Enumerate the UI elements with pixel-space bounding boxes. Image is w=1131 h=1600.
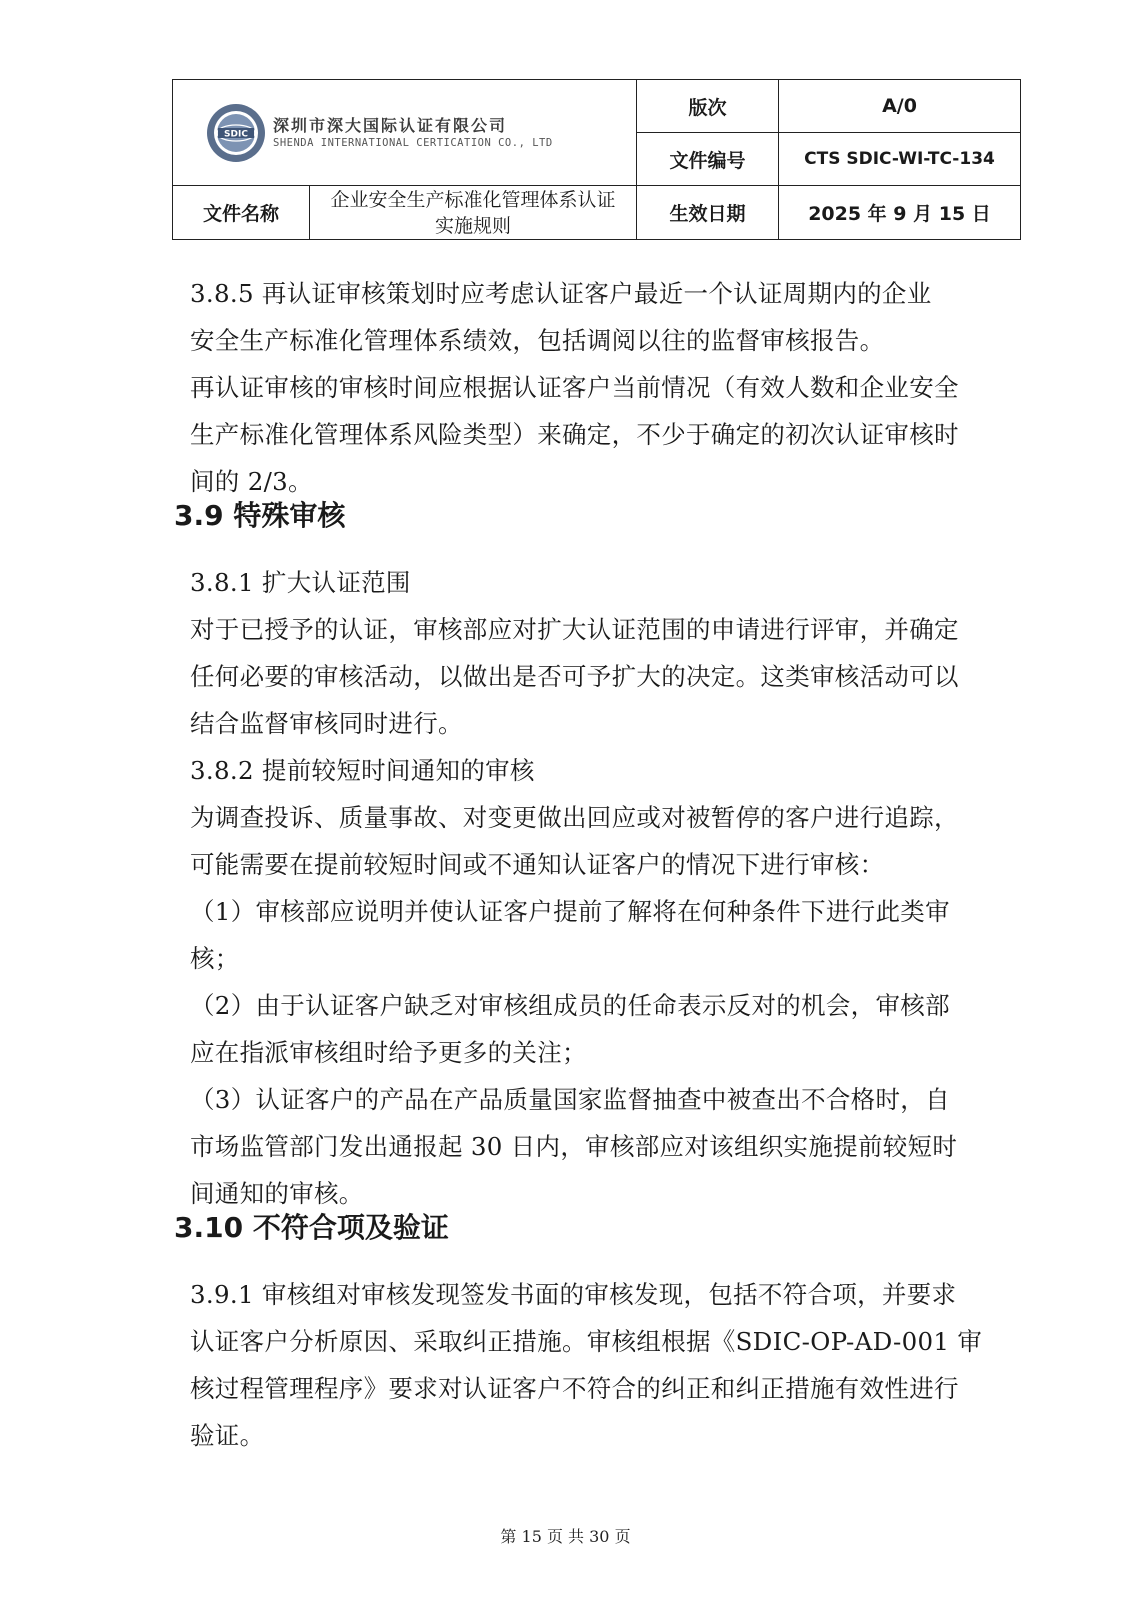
effective-date-value: 2025 年 9 月 15 日: [779, 186, 1021, 240]
list-item-3-cont: 间通知的审核。: [190, 1179, 364, 1208]
paragraph-line: 再认证审核的审核时间应根据认证客户当前情况（有效人数和企业安全: [190, 373, 959, 402]
paragraph-line: 认证客户分析原因、采取纠正措施。审核组根据《SDIC-OP-AD-001 审: [190, 1327, 983, 1356]
list-item-1: （1）审核部应说明并使认证客户提前了解将在何种条件下进行此类审: [190, 897, 950, 926]
paragraph-line: 结合监督审核同时进行。: [190, 709, 463, 738]
version-label: 版次: [637, 80, 779, 133]
doc-name-value: 企业安全生产标准化管理体系认证实施规则: [310, 186, 637, 240]
subsection-title-3-8-1: 3.8.1 扩大认证范围: [190, 568, 411, 597]
logo-text: SDIC: [224, 129, 248, 139]
paragraph-line: 对于已授予的认证，审核部应对扩大认证范围的申请进行评审，并确定: [190, 615, 959, 644]
company-logo-icon: [205, 102, 267, 164]
page-number: 第 15 页 共 30 页: [500, 1527, 631, 1546]
paragraph-line: 任何必要的审核活动，以做出是否可予扩大的决定。这类审核活动可以: [190, 662, 959, 691]
section-heading-3-9: 3.9 特殊审核: [174, 499, 346, 532]
company-name-cn: 深圳市深大国际认证有限公司: [273, 115, 508, 135]
paragraph-line: 验证。: [190, 1421, 265, 1450]
paragraph-line: 可能需要在提前较短时间或不通知认证客户的情况下进行审核：: [190, 850, 885, 879]
effective-date-label: 生效日期: [637, 186, 779, 240]
version-value: A/0: [779, 80, 1021, 133]
doc-number-value: CTS SDIC-WI-TC-134: [779, 133, 1021, 186]
list-item-2-cont: 应在指派审核组时给予更多的关注；: [190, 1038, 587, 1067]
paragraph-line: 安全生产标准化管理体系绩效，包括调阅以往的监督审核报告。: [190, 326, 885, 355]
section-heading-3-10: 3.10 不符合项及验证: [174, 1211, 449, 1244]
doc-number-label: 文件编号: [637, 133, 779, 186]
list-item-3-cont: 市场监管部门发出通报起 30 日内，审核部应对该组织实施提前较短时: [190, 1132, 958, 1161]
paragraph-line: 3.8.5 再认证审核策划时应考虑认证客户最近一个认证周期内的企业: [190, 279, 932, 308]
list-item-1-cont: 核；: [190, 944, 240, 973]
paragraph-line: 生产标准化管理体系风险类型）来确定，不少于确定的初次认证审核时: [190, 420, 959, 449]
doc-name-label: 文件名称: [173, 186, 310, 240]
list-item-2: （2）由于认证客户缺乏对审核组成员的任命表示反对的机会，审核部: [190, 991, 950, 1020]
paragraph-line: 3.9.1 审核组对审核发现签发书面的审核发现，包括不符合项，并要求: [190, 1280, 957, 1309]
list-item-3: （3）认证客户的产品在产品质量国家监督抽查中被查出不合格时，自: [190, 1085, 950, 1114]
paragraph-line: 核过程管理程序》要求对认证客户不符合的纠正和纠正措施有效性进行: [190, 1374, 959, 1403]
paragraph-line: 间的 2/3。: [190, 467, 313, 496]
company-name-en: SHENDA INTERNATIONAL CERTICATION CO., LTD: [273, 136, 553, 149]
paragraph-line: 为调查投诉、质量事故、对变更做出回应或对被暂停的客户进行追踪，: [190, 803, 959, 832]
company-logo-cell: [173, 80, 637, 186]
document-header-table: [172, 79, 1021, 240]
subsection-title-3-8-2: 3.8.2 提前较短时间通知的审核: [190, 756, 535, 785]
